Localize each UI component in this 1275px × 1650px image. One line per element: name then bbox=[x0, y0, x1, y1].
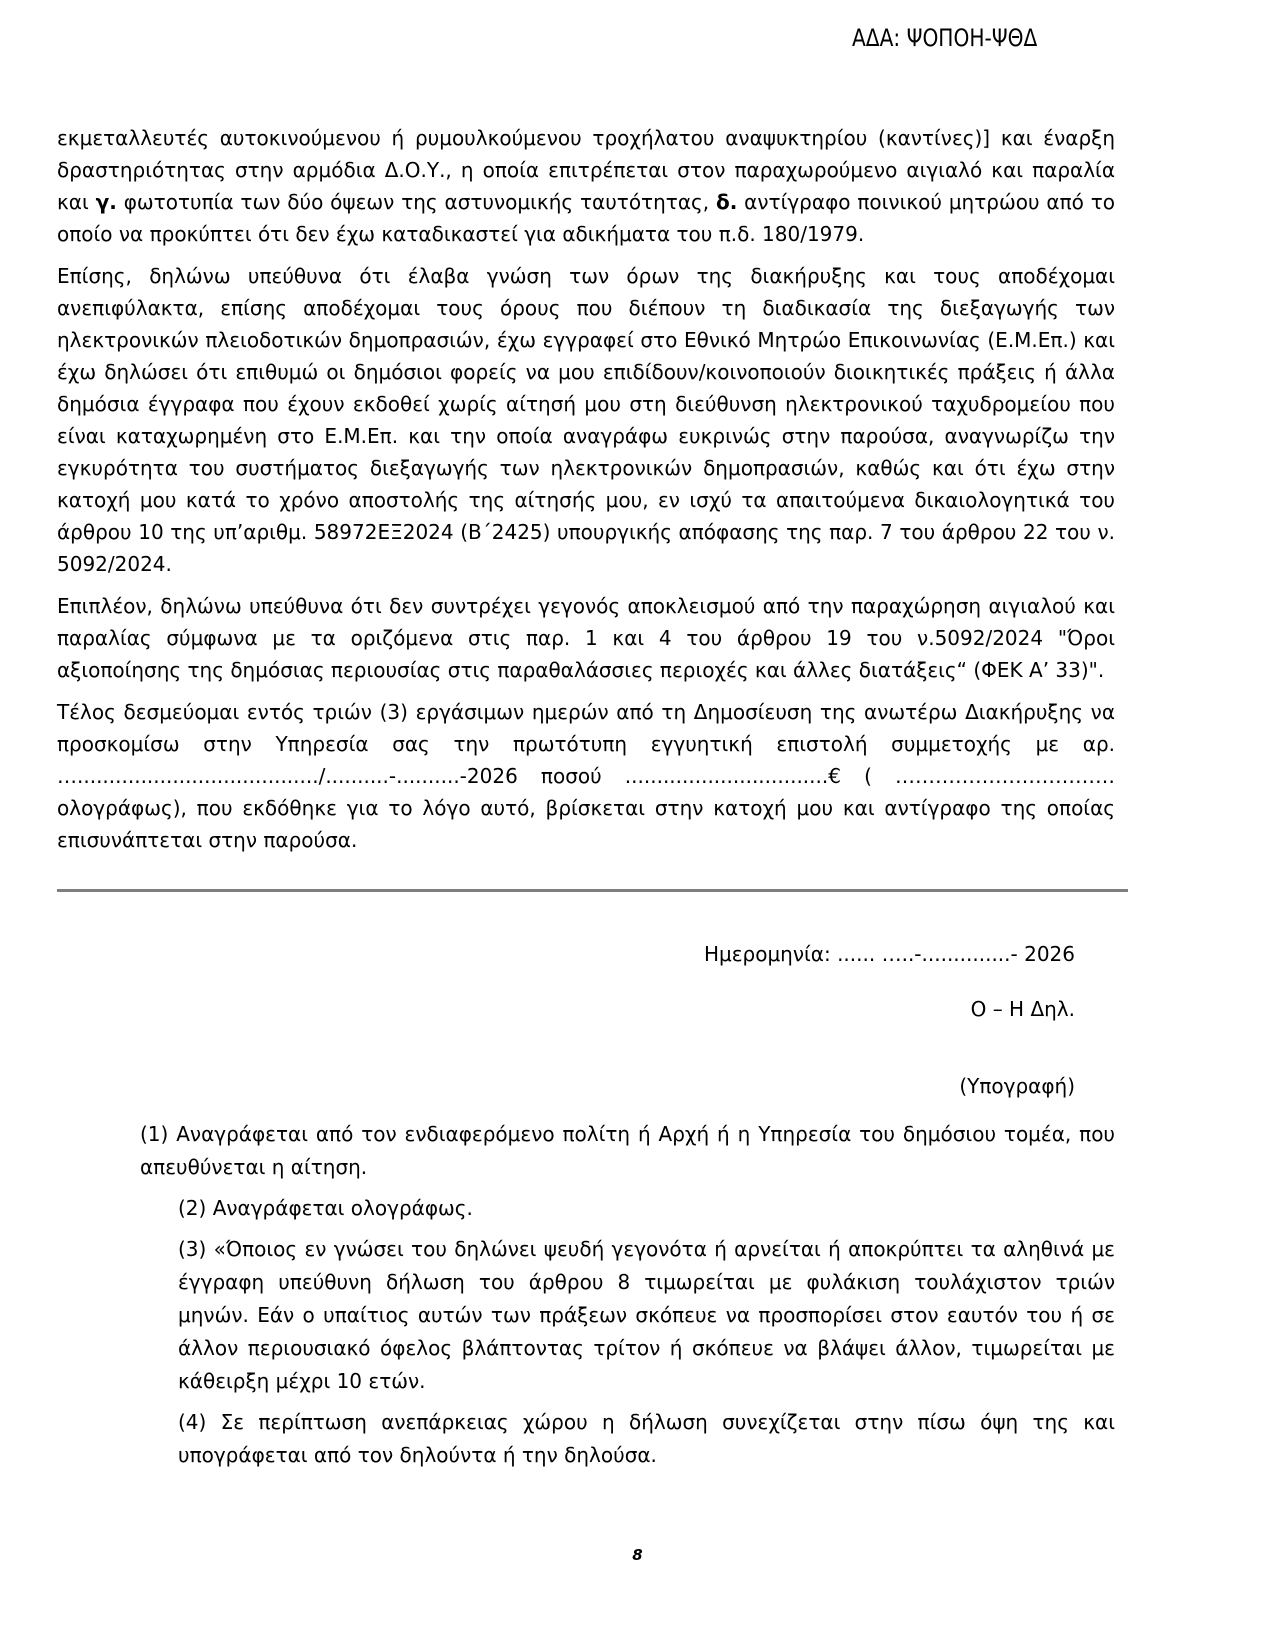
footnotes-section bbox=[57, 1118, 1115, 1472]
paragraph-guarantee-letter: Τέλος δεσμεύομαι εντός τριών (3) εργάσιμων ημερών από τη Δημοσίευση της ανωτέρω Διακήρυξης να προσκομίσω στην Υπηρεσία σας την πρωτότυπη εγγυητική επιστολή συμμετοχής με αρ. …....................................../..........-..........-2026 ποσού ................................€ ( …………………………… ολογράφως), που εκδόθηκε για το λόγο αυτό, βρίσκεται στην κατοχή μου και αντίγραφο της οποίας επισυνάπτεται στην παρούσα. bbox=[57, 700, 1115, 852]
paragraph-text: φωτοτυπία των δύο όψεων της αστυνομικής ταυτότητας, bbox=[116, 190, 716, 214]
signature-block bbox=[57, 938, 1115, 1102]
footnote-2: (2) Αναγράφεται ολογράφως. bbox=[178, 1196, 473, 1220]
footnote-3: (3) «Όποιος εν γνώσει του δηλώνει ψευδή γεγονότα ή αρνείται ή αποκρύπτει τα αληθινά με έγγραφη υπεύθυνη δήλωση του άρθρου 8 τιμωρείται με φυλάκιση τουλάχιστον τριών μηνών. Εάν ο υπαίτιος αυτών των πράξεων σκόπευε να προσπορίσει στον εαυτόν του ή σε άλλον περιουσιακό όφελος βλάπτοντας τρίτον ή σκόπευε να βλάψει άλλον, τιμωρείται με κάθειρξη μέχρι 10 ετών. bbox=[178, 1237, 1115, 1393]
ada-code-header: ΑΔΑ: ΨΟΠΟΗ-ΨΘΔ bbox=[852, 24, 1038, 52]
document-body bbox=[57, 122, 1115, 1480]
horizontal-divider bbox=[57, 889, 1128, 892]
paragraph-no-exclusion: Επιπλέον, δηλώνω υπεύθυνα ότι δεν συντρέχει γεγονός αποκλεισμού από την παραχώρηση αιγιαλού και παραλίας σύμφωνα με τα οριζόμενα στις παρ. 1 και 4 του άρθρου 19 του ν.5092/2024 "Όροι αξιοποίησης της δημόσιας περιουσίας στις παραθαλάσσιες περιοχές και άλλες διατάξεις“ (ΦΕΚ Α’ 33)". bbox=[57, 594, 1115, 682]
footnote-4: (4) Σε περίπτωση ανεπάρκειας χώρου η δήλωση συνεχίζεται στην πίσω όψη της και υπογράφεται από τον δηλούντα ή την δηλούσα. bbox=[178, 1410, 1115, 1467]
list-marker-gamma: γ. bbox=[95, 190, 117, 214]
footnote-1: (1) Αναγράφεται από τον ενδιαφερόμενο πολίτη ή Αρχή ή η Υπηρεσία του δημόσιου τομέα, που απευθύνεται η αίτηση. bbox=[140, 1122, 1115, 1179]
paragraph-terms-acceptance: Επίσης, δηλώνω υπεύθυνα ότι έλαβα γνώση των όρων της διακήρυξης και τους αποδέχομαι ανεπιφύλακτα, επίσης αποδέχομαι τους όρους που διέπουν τη διαδικασία της διεξαγωγής των ηλεκτρονικών πλειοδοτικών δημοπρασιών, έχω εγγραφεί στο Εθνικό Μητρώο Επικοινωνίας (Ε.Μ.Επ.) και έχω δηλώσει ότι επιθυμώ οι δημόσιοι φορείς να μου επιδίδουν/κοινοποιούν διοικητικές πράξεις ή άλλα δημόσια έγγραφα που έχουν εκδοθεί χωρίς αίτησή μου στη διεύθυνση ηλεκτρονικού ταχυδρομείου που είναι καταχωρημένη στο Ε.Μ.Επ. και την οποία αναγράφω ευκρινώς στην παρούσα, αναγνωρίζω την εγκυρότητα του συστήματος διεξαγωγής των ηλεκτρονικών δημοπρασιών, καθώς και ότι έχω στην κατοχή μου κατά το χρόνο αποστολής της αίτησής μου, εν ισχύ τα απαιτούμενα δικαιολογητικά του άρθρου 10 της υπ’αριθμ. 58972ΕΞ2024 (Β΄2425) υπουργικής απόφασης της παρ. 7 του άρθρου 22 του ν. 5092/2024. bbox=[57, 264, 1115, 576]
declarant-line: Ο – Η Δηλ. bbox=[970, 997, 1075, 1021]
paragraph-text: αντίγραφο ποινικού μητρώου από το οποίο να προκύπτει ότι δεν έχω καταδικαστεί για αδικήματα του π.δ. 180/1979. bbox=[57, 190, 1115, 246]
paragraph-required-documents bbox=[57, 122, 1115, 250]
list-marker-delta: δ. bbox=[715, 190, 738, 214]
signature-caption: (Υπογραφή) bbox=[959, 1074, 1075, 1098]
paragraph-text: εκμεταλλευτές αυτοκινούμενου ή ρυμουλκούμενου τροχήλατου αναψυκτηρίου (καντίνες)] και έναρξη δραστηριότητας στην αρμόδια Δ.Ο.Υ., η οποία επιτρέπεται στον παραχωρούμενο αιγιαλό και παραλία και bbox=[57, 126, 1115, 214]
page-number: 8 bbox=[632, 1546, 643, 1564]
date-line: Ημερομηνία: ...... …..-..............- 2026 bbox=[703, 942, 1075, 966]
